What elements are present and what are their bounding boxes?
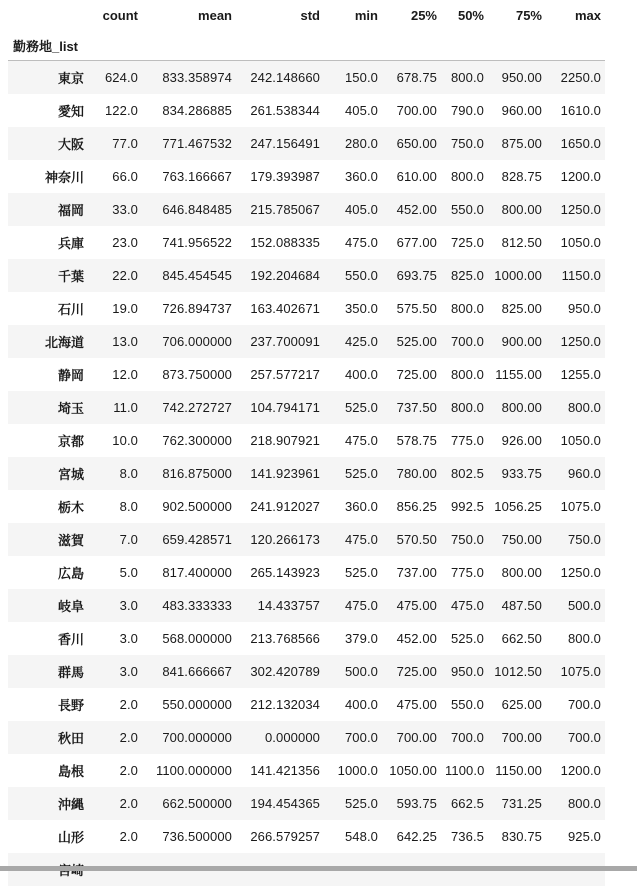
table-cell: 800.0	[567, 399, 601, 415]
table-cell: 1150.00	[495, 762, 542, 778]
table-cell: 475.0	[344, 597, 378, 613]
table-cell: 800.0	[450, 366, 484, 382]
table-cell: 624.0	[104, 69, 138, 85]
table-cell: 3.0	[119, 630, 138, 646]
table-cell: 742.272727	[162, 399, 232, 415]
table-cell: 737.00	[396, 564, 437, 580]
table-row	[8, 391, 605, 424]
table-cell: 475.00	[396, 696, 437, 712]
table-cell: 625.00	[501, 696, 542, 712]
table-cell: 650.00	[396, 135, 437, 151]
index-name: 勤務地_list	[8, 30, 88, 61]
table-row	[8, 457, 605, 490]
table-cell: 800.0	[450, 300, 484, 316]
table-row	[8, 688, 605, 721]
row-index-label: 香川	[57, 631, 84, 647]
table-cell: 700.00	[396, 102, 437, 118]
table-cell: 163.402671	[250, 300, 320, 316]
row-index-label: 大阪	[57, 136, 84, 152]
table-cell: 241.912027	[250, 498, 320, 514]
table-cell: 1150.0	[561, 267, 601, 283]
table-cell: 550.000000	[162, 696, 232, 712]
table-cell: 800.00	[501, 564, 542, 580]
table-cell: 150.0	[344, 69, 378, 85]
table-cell: 218.907921	[250, 432, 320, 448]
table-cell: 775.0	[450, 432, 484, 448]
table-row	[8, 259, 605, 292]
table-cell: 7.0	[119, 531, 138, 547]
row-index-label: 静岡	[57, 367, 84, 383]
table-cell: 700.0	[567, 729, 601, 745]
table-cell: 646.848485	[162, 201, 232, 217]
row-index-label: 福岡	[57, 202, 84, 218]
table-cell: 152.088335	[250, 234, 320, 250]
table-cell: 693.75	[396, 267, 437, 283]
row-index-label: 東京	[57, 70, 84, 86]
table-cell: 5.0	[119, 564, 138, 580]
table-cell: 1000.0	[337, 762, 378, 778]
table-cell: 662.500000	[162, 795, 232, 811]
table-row	[8, 226, 605, 259]
table-cell: 1250.0	[560, 201, 601, 217]
table-cell: 360.0	[344, 168, 378, 184]
table-cell: 405.0	[344, 102, 378, 118]
table-row	[8, 358, 605, 391]
table-cell: 1255.0	[560, 366, 601, 382]
index-name-row	[8, 30, 605, 61]
table-cell: 662.5	[450, 795, 484, 811]
table-cell: 662.50	[501, 630, 542, 646]
table-cell: 800.0	[567, 630, 601, 646]
table-cell: 800.00	[501, 201, 542, 217]
table-body	[8, 61, 605, 886]
table-row	[8, 589, 605, 622]
table-cell: 845.454545	[162, 267, 232, 283]
column-header: max	[574, 7, 601, 23]
table-cell: 2.0	[119, 762, 138, 778]
table-cell: 104.794171	[250, 399, 320, 415]
table-cell: 950.00	[501, 69, 542, 85]
table-cell: 550.0	[344, 267, 378, 283]
table-cell: 120.266173	[250, 531, 320, 547]
table-row	[8, 61, 605, 94]
table-cell: 22.0	[112, 267, 138, 283]
row-index-label: 宮城	[57, 466, 84, 482]
table-cell: 800.0	[450, 399, 484, 415]
table-cell: 775.0	[450, 564, 484, 580]
table-cell: 1250.0	[560, 564, 601, 580]
table-cell: 763.166667	[162, 168, 232, 184]
table-cell: 950.0	[567, 300, 601, 316]
table-cell: 1155.00	[495, 366, 542, 382]
column-header: 50%	[457, 7, 484, 23]
table-cell: 122.0	[104, 102, 138, 118]
table-cell: 548.0	[344, 828, 378, 844]
table-cell: 812.50	[501, 234, 542, 250]
table-cell: 452.00	[396, 630, 437, 646]
table-cell: 525.0	[344, 465, 378, 481]
row-index-label: 千葉	[57, 268, 84, 284]
table-cell: 550.0	[450, 696, 484, 712]
table-cell: 19.0	[112, 300, 138, 316]
row-index-label: 島根	[57, 763, 84, 779]
table-cell: 828.75	[501, 168, 542, 184]
table-cell: 405.0	[344, 201, 378, 217]
table-cell: 816.875000	[162, 465, 232, 481]
table-cell: 237.700091	[250, 333, 320, 349]
table-cell: 700.0	[344, 729, 378, 745]
table-cell: 750.00	[501, 531, 542, 547]
table-cell: 525.0	[344, 399, 378, 415]
table-row	[8, 424, 605, 457]
table-cell: 77.0	[112, 135, 138, 151]
table-row	[8, 127, 605, 160]
table-cell: 2250.0	[560, 69, 601, 85]
table-cell: 750.0	[450, 135, 484, 151]
table-cell: 578.75	[396, 432, 437, 448]
table-cell: 933.75	[501, 465, 542, 481]
table-row	[8, 160, 605, 193]
table-cell: 266.579257	[250, 828, 320, 844]
table-cell: 11.0	[113, 399, 138, 415]
table-cell: 1000.00	[494, 267, 542, 283]
row-index-label: 愛知	[57, 103, 84, 119]
table-cell: 194.454365	[250, 795, 320, 811]
describe-table	[8, 0, 605, 886]
table-cell: 66.0	[112, 168, 138, 184]
row-index-label: 栃木	[57, 499, 84, 515]
table-cell: 700.0	[450, 729, 484, 745]
table-cell: 213.768566	[250, 630, 320, 646]
table-header	[8, 0, 605, 61]
row-index-label: 兵庫	[57, 235, 84, 251]
table-cell: 725.0	[450, 234, 484, 250]
table-cell: 856.25	[396, 498, 437, 514]
table-cell: 141.923961	[250, 465, 320, 481]
table-cell: 242.148660	[250, 69, 320, 85]
row-index-label: 滋賀	[57, 532, 84, 548]
table-row	[8, 523, 605, 556]
table-cell: 731.25	[501, 795, 542, 811]
table-cell: 475.0	[450, 597, 484, 613]
table-cell: 790.0	[450, 102, 484, 118]
row-index-label: 埼玉	[57, 400, 84, 416]
table-cell: 833.358974	[162, 69, 232, 85]
column-header: std	[300, 7, 320, 23]
table-cell: 475.0	[344, 531, 378, 547]
column-header-blank	[8, 0, 88, 30]
table-cell: 350.0	[344, 300, 378, 316]
table-cell: 568.000000	[162, 630, 232, 646]
table-cell: 800.0	[450, 69, 484, 85]
table-cell: 33.0	[112, 201, 138, 217]
table-row	[8, 754, 605, 787]
table-cell: 257.577217	[250, 366, 320, 382]
table-cell: 3.0	[119, 597, 138, 613]
table-cell: 261.538344	[250, 102, 320, 118]
table-cell: 726.894737	[162, 300, 232, 316]
table-cell: 841.666667	[162, 663, 232, 679]
table-cell: 741.956522	[162, 234, 232, 250]
table-cell: 2.0	[119, 729, 138, 745]
table-cell: 825.00	[501, 300, 542, 316]
table-cell: 400.0	[344, 696, 378, 712]
table-cell: 452.00	[396, 201, 437, 217]
table-cell: 575.50	[396, 300, 437, 316]
table-row	[8, 490, 605, 523]
table-cell: 141.421356	[250, 762, 320, 778]
table-row	[8, 325, 605, 358]
table-cell: 302.420789	[250, 663, 320, 679]
row-index-label: 北海道	[44, 334, 84, 350]
table-cell: 659.428571	[162, 531, 232, 547]
table-cell: 780.00	[396, 465, 437, 481]
table-cell: 425.0	[344, 333, 378, 349]
table-cell: 1100.0	[445, 762, 485, 778]
table-cell: 1056.25	[494, 498, 542, 514]
table-cell: 2.0	[119, 828, 138, 844]
table-cell: 0.000000	[264, 729, 320, 745]
table-cell: 525.00	[396, 333, 437, 349]
table-cell: 825.0	[450, 267, 484, 283]
row-index-label: 神奈川	[44, 169, 84, 185]
table-cell: 736.5	[450, 828, 484, 844]
table-cell: 570.50	[396, 531, 437, 547]
table-cell: 475.0	[344, 234, 378, 250]
table-cell: 500.0	[344, 663, 378, 679]
table-cell: 642.25	[396, 828, 437, 844]
table-cell: 725.00	[396, 663, 437, 679]
table-cell: 593.75	[396, 795, 437, 811]
table-cell: 212.132034	[250, 696, 320, 712]
table-cell: 830.75	[501, 828, 542, 844]
table-cell: 1610.0	[560, 102, 601, 118]
table-cell: 762.300000	[162, 432, 232, 448]
table-cell: 1050.0	[560, 234, 601, 250]
table-cell: 992.5	[450, 498, 484, 514]
table-cell: 800.0	[450, 168, 484, 184]
table-cell: 834.286885	[162, 102, 232, 118]
row-index-label: 山形	[57, 829, 84, 845]
table-cell: 960.0	[567, 465, 601, 481]
column-header: mean	[198, 7, 232, 23]
table-cell: 14.433757	[257, 597, 320, 613]
table-cell: 1075.0	[560, 498, 601, 514]
table-cell: 550.0	[450, 201, 484, 217]
table-cell: 12.0	[112, 366, 138, 382]
table-cell: 750.0	[567, 531, 601, 547]
table-cell: 1200.0	[560, 168, 601, 184]
table-cell: 10.0	[112, 432, 138, 448]
table-cell: 1075.0	[560, 663, 601, 679]
table-cell: 926.00	[501, 432, 542, 448]
table-cell: 2.0	[119, 696, 138, 712]
table-row	[8, 193, 605, 226]
column-header: 25%	[410, 7, 437, 23]
table-cell: 379.0	[344, 630, 378, 646]
table-row	[8, 655, 605, 688]
table-cell: 802.5	[450, 465, 484, 481]
table-row	[8, 94, 605, 127]
table-cell: 817.400000	[162, 564, 232, 580]
column-header-row	[8, 0, 605, 30]
table-row	[8, 622, 605, 655]
table-cell: 610.00	[396, 168, 437, 184]
table-cell: 500.0	[567, 597, 601, 613]
table-cell: 875.00	[501, 135, 542, 151]
column-header: min	[354, 7, 378, 23]
table-cell: 247.156491	[250, 135, 320, 151]
table-cell: 1650.0	[560, 135, 601, 151]
table-cell: 8.0	[119, 465, 138, 481]
row-index-label: 長野	[57, 697, 84, 713]
table-cell: 700.0	[567, 696, 601, 712]
table-cell: 475.00	[396, 597, 437, 613]
table-cell: 280.0	[344, 135, 378, 151]
table-cell: 737.50	[396, 399, 437, 415]
table-cell: 525.0	[344, 564, 378, 580]
table-cell: 3.0	[119, 663, 138, 679]
table-cell: 1200.0	[560, 762, 601, 778]
table-cell: 771.467532	[162, 135, 232, 151]
column-header: count	[102, 7, 138, 23]
table-row	[8, 721, 605, 754]
table-cell: 902.500000	[162, 498, 232, 514]
table-cell: 400.0	[344, 366, 378, 382]
table-cell: 700.00	[501, 729, 542, 745]
table-cell: 925.0	[567, 828, 601, 844]
column-header: 75%	[515, 7, 542, 23]
table-row	[8, 787, 605, 820]
row-index-label: 石川	[57, 301, 84, 317]
table-cell: 1050.0	[560, 432, 601, 448]
table-cell: 706.000000	[162, 333, 232, 349]
table-cell: 525.0	[450, 630, 484, 646]
table-cell: 2.0	[119, 795, 138, 811]
table-cell: 192.204684	[250, 267, 320, 283]
table-cell: 800.0	[567, 795, 601, 811]
table-cell: 487.50	[501, 597, 542, 613]
table-cell: 750.0	[450, 531, 484, 547]
row-index-label: 秋田	[57, 730, 84, 746]
row-index-label: 群馬	[57, 664, 84, 680]
row-index-label: 京都	[57, 433, 84, 449]
table-cell: 800.00	[501, 399, 542, 415]
table-cell: 700.0	[450, 333, 484, 349]
table-cell: 725.00	[396, 366, 437, 382]
table-cell: 960.00	[501, 102, 542, 118]
table-cell: 900.00	[501, 333, 542, 349]
table-cell: 265.143923	[250, 564, 320, 580]
table-cell: 873.750000	[162, 366, 232, 382]
table-cell: 736.500000	[162, 828, 232, 844]
table-cell: 1250.0	[560, 333, 601, 349]
table-cell: 360.0	[344, 498, 378, 514]
table-row	[8, 820, 605, 853]
table-cell: 179.393987	[250, 168, 320, 184]
table-cell: 700.000000	[162, 729, 232, 745]
table-cell: 475.0	[344, 432, 378, 448]
table-row	[8, 292, 605, 325]
horizontal-scrollbar[interactable]	[0, 866, 637, 871]
table-cell: 1050.00	[389, 762, 437, 778]
table-cell: 13.0	[112, 333, 138, 349]
table-cell: 215.785067	[250, 201, 320, 217]
table-cell: 8.0	[119, 498, 138, 514]
table-cell: 700.00	[396, 729, 437, 745]
table-cell: 1012.50	[494, 663, 542, 679]
table-cell: 678.75	[396, 69, 437, 85]
row-index-label: 沖縄	[57, 796, 84, 812]
table-cell: 525.0	[344, 795, 378, 811]
table-cell: 677.00	[396, 234, 437, 250]
table-row	[8, 556, 605, 589]
table-cell: 23.0	[112, 234, 138, 250]
table-cell: 483.333333	[162, 597, 232, 613]
row-index-label: 岐阜	[57, 598, 84, 614]
row-index-label: 広島	[57, 565, 84, 581]
table-cell: 950.0	[450, 663, 484, 679]
table-cell: 1100.000000	[155, 762, 232, 778]
